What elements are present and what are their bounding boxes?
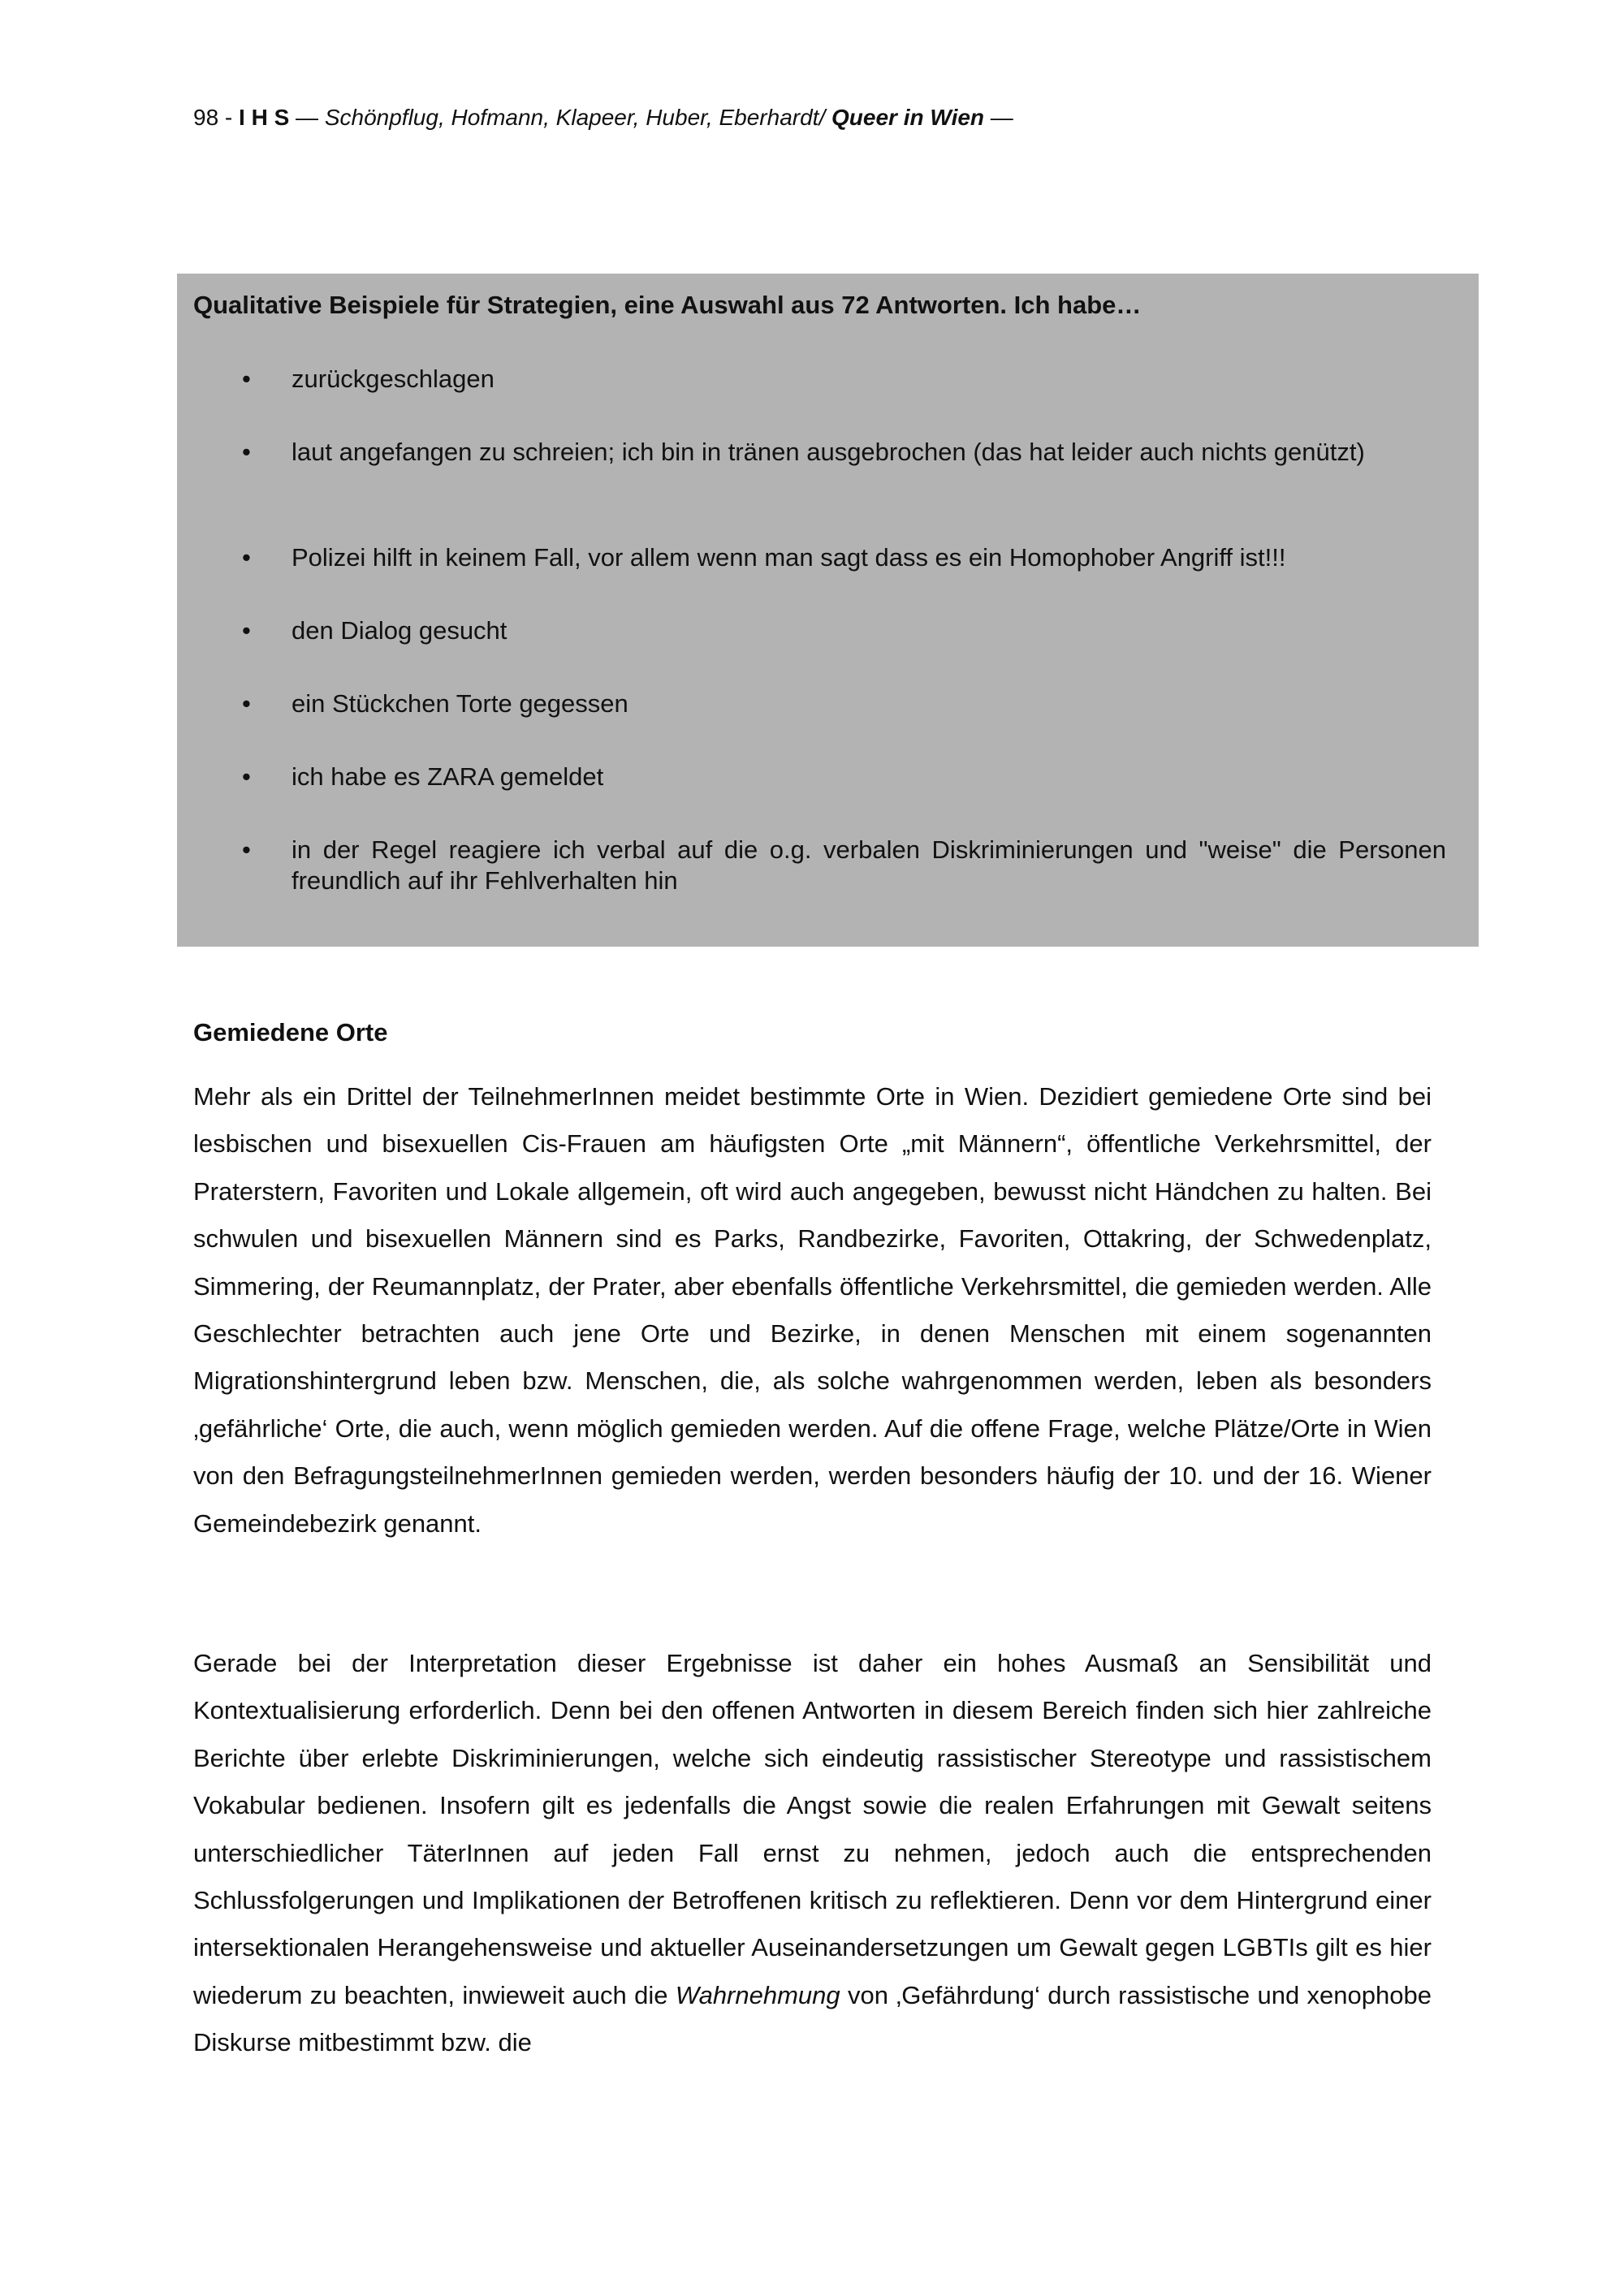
body-paragraph [193, 1640, 1432, 2067]
strategy-examples-box [177, 274, 1479, 947]
header-separator: - [218, 105, 240, 130]
list-item-text: ich habe es ZARA gemeldet [292, 762, 604, 791]
strategy-box-title: Qualitative Beispiele für Strategien, eine Auswahl aus 72 Antworten. Ich habe… [193, 291, 1142, 319]
body-paragraph: Mehr als ein Drittel der TeilnehmerInnen meidet bestimmte Orte in Wien. Dezidiert gemiedene Orte sind bei lesbischen und bisexuellen Cis-Frauen am häufigsten Orte „mit Männern“, öffentliche Verkehrsmittel, der Praterstern, Favoriten und Lokale allgemein, oft wird auch angegeben, bewusst nicht Händchen zu halten. Bei schwulen und bisexuellen Männern sind es Parks, Randbezirke, Favoriten, Ottakring, der Schwedenplatz, Simmering, der Reumannplatz, der Prater, aber ebenfalls öffentliche Verkehrsmittel, die gemieden werden. Alle Geschlechter betrachten auch jene Orte und Bezirke, in denen Menschen mit einem sogenannten Migrationshintergrund leben bzw. Menschen, die, als solche wahrgenommen werden, leben als besonders ‚gefährliche‘ Orte, die auch, wenn möglich gemieden werden. Auf die offene Frage, welche Plätze/Orte in Wien von den BefragungsteilnehmerInnen gemieden werden, werden besonders häufig der 10. und der 16. Wiener Gemeindebezirk genannt. [193, 1082, 1432, 1538]
bullet-icon: • [242, 365, 251, 393]
list-item-text: laut angefangen zu schreien; ich bin in tränen ausgebrochen (das hat leider auch nichts genützt) [292, 438, 1365, 466]
bullet-icon: • [242, 689, 251, 718]
paragraph-text: von ‚Gefährdung‘ durch rassistische und xenophobe Diskurse mitbestimmt bzw. die [193, 1980, 1432, 2057]
header-authors: Schönpflug, Hofmann, Klapeer, Huber, Eberhardt/ [324, 105, 826, 130]
paragraph-text: Gerade bei der Interpretation dieser Ergebnisse ist daher ein hohes Ausmaß an Sensibilität und Kontextualisierung erforderlich. Denn bei den offenen Antworten in diesem Bereich finden sich hier zahlreiche Berichte über erlebte Diskriminierungen, welche sich eindeutig rassistischer Stereotype und rassistischem Vokabular bedienen. Insofern gilt es jedenfalls die Angst sowie die realen Erfahrungen mit Gewalt seitens unterschiedlicher TäterInnen auf jeden Fall ernst zu nehmen, jedoch auch die entsprechenden Schlussfolgerungen und Implikationen der Betroffenen kritisch zu reflektieren. Denn vor dem Hintergrund einer intersektionalen Herangehensweise und aktueller Auseinandersetzungen um Gewalt gegen LGBTIs gilt es hier wiederum zu beachten, inwieweit auch die [193, 1649, 1432, 2009]
list-item-text: zurückgeschlagen [292, 365, 495, 393]
list-item-text: Polizei hilft in keinem Fall, vor allem wenn man sagt dass es ein Homophober Angriff ist!!! [292, 543, 1286, 572]
header-dash-end: — [984, 105, 1013, 130]
bullet-icon: • [242, 616, 251, 645]
list-item-text: den Dialog gesucht [292, 616, 508, 645]
header-document-title: Queer in Wien [831, 105, 985, 130]
list-item-text: in der Regel reagiere ich verbal auf die o.g. verbalen Diskriminierungen und "weise" die Personen freundlich auf ihr Fehlverhalten hin [292, 835, 1446, 895]
bullet-icon: • [242, 762, 251, 791]
emphasized-term: Wahrnehmung [675, 1980, 840, 2009]
institute-name: I H S [239, 105, 290, 130]
section-heading: Gemiedene Orte [193, 1018, 388, 1047]
list-item-text: ein Stückchen Torte gegessen [292, 689, 628, 718]
header-dash: — [289, 105, 325, 130]
header-space [825, 105, 831, 130]
running-header [193, 104, 1013, 132]
bullet-icon: • [242, 835, 251, 864]
bullet-icon: • [242, 438, 251, 466]
bullet-icon: • [242, 543, 251, 572]
page-number: 98 [193, 105, 219, 130]
